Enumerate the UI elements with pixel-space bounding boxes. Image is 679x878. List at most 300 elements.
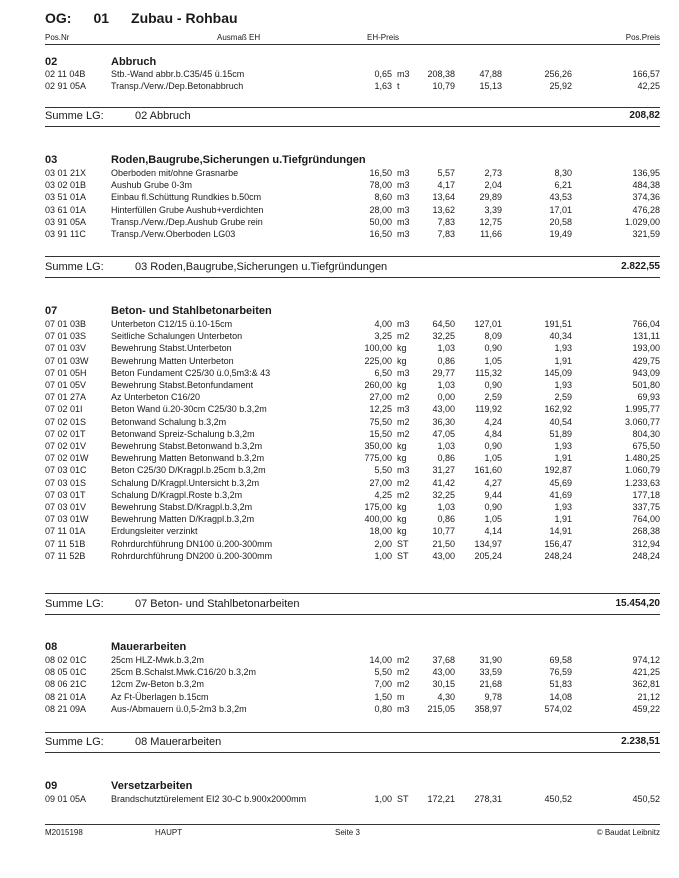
unit-price: 2,59 [554,392,572,403]
position-number: 07 03 01T [45,489,86,500]
position-number: 07 02 01S [45,416,87,427]
unit: kg [397,355,407,366]
table-row [45,403,660,415]
sum-label: Summe LG: [45,736,104,748]
quantity: 27,00 [369,477,392,488]
position-description: Unterbeton C12/15 ü.10-15cm [111,319,233,329]
price-component-2: 119,92 [475,404,502,415]
sum-title: 02 Abbruch [135,110,191,122]
unit-price: 45,69 [549,477,572,488]
position-total: 374,36 [632,192,660,203]
position-number: 03 01 21X [45,168,87,178]
position-total: 974,12 [632,655,660,665]
position-description: Az Ft-Überlagen b.15cm [111,691,209,702]
sum-divider-bottom [45,614,660,615]
table-row [45,342,660,354]
unit-price: 76,59 [549,667,572,678]
position-total: 450,52 [632,794,660,804]
price-component-1: 43,00 [432,404,455,415]
price-component-2: 4,24 [484,416,502,427]
position-number: 07 01 03S [45,331,87,342]
price-component-1: 29,77 [432,367,455,378]
position-total: 764,00 [632,514,660,525]
header-divider [45,44,660,45]
price-component-2: 2,73 [484,168,502,178]
unit: m3 [397,180,410,191]
position-total: 429,75 [632,355,660,366]
unit-price: 1,93 [554,441,572,451]
price-component-1: 1,03 [437,380,455,390]
unit: m2 [397,477,410,488]
quantity: 4,00 [374,319,392,329]
unit: m2 [397,331,410,342]
unit: t [397,81,400,92]
position-total: 21,12 [637,691,660,702]
sum-label: Summe LG: [45,261,104,273]
section-header [45,780,660,794]
position-total: 766,04 [632,319,660,329]
price-component-1: 208,38 [427,69,455,79]
table-row [45,167,660,179]
position-number: 07 11 01A [45,526,86,537]
position-description: Bewehrung Stabst.Betonfundament [111,380,254,390]
position-total: 675,50 [632,441,660,451]
section-number: 07 [45,305,58,317]
position-number: 08 05 01C [45,667,87,678]
unit-price: 6,21 [554,180,572,191]
quantity: 100,00 [364,343,392,354]
table-row [45,379,660,391]
price-component-2: 29,89 [479,192,502,203]
quantity: 28,00 [369,204,392,215]
quantity: 1,63 [374,81,392,92]
position-description: Rohrdurchführung DN200 ü.200-300mm [111,550,273,561]
quantity: 3,25 [374,331,392,342]
og-label: OG: [45,10,72,26]
quantity: 78,00 [369,180,392,191]
position-total: 804,30 [632,428,660,439]
unit-price: 51,83 [549,679,572,690]
table-row [45,191,660,203]
price-component-2: 11,66 [480,229,502,239]
price-component-2: 1,05 [484,453,502,464]
price-component-2: 3,39 [484,204,502,215]
price-component-1: 4,30 [437,691,455,702]
position-total: 3.060,77 [624,416,660,427]
unit-price: 574,02 [544,703,572,714]
quantity: 50,00 [369,216,392,227]
position-description: Einbau fl.Schüttung Rundkies b.50cm [111,192,262,203]
unit: m3 [397,192,410,203]
price-component-1: 1,03 [437,441,455,451]
unit-price: 40,54 [549,416,572,427]
position-total: 69,93 [637,392,660,403]
price-component-1: 7,83 [437,229,455,239]
position-number: 03 51 01A [45,192,87,203]
table-row [45,550,660,562]
position-description: Beton Wand ü.20-30cm C25/30 b.3,2m [111,404,267,415]
table-row [45,525,660,537]
price-component-2: 0,90 [484,502,502,512]
quantity: 1,50 [374,691,392,702]
quantity: 225,00 [364,355,392,366]
quantity: 8,60 [374,192,392,203]
table-row [45,204,660,216]
unit: kg [397,502,407,512]
unit-price: 1,93 [554,502,572,512]
price-component-1: 37,68 [432,655,455,665]
unit-price: 1,91 [554,453,572,464]
table-row [45,666,660,678]
position-number: 07 01 27A [45,392,87,403]
quantity: 400,00 [364,514,392,525]
position-total: 166,57 [632,69,660,79]
unit-price: 162,92 [544,404,572,415]
position-number: 03 91 11C [45,229,86,239]
quantity: 260,00 [364,380,392,390]
price-component-2: 134,97 [474,538,502,549]
position-description: Seitliche Schalungen Unterbeton [111,331,243,342]
sum-title: 07 Beton- und Stahlbetonarbeiten [135,598,300,610]
position-number: 07 02 01T [45,428,86,439]
unit-price: 1,91 [554,355,572,366]
table-row [45,464,660,476]
position-total: 1.029,00 [624,216,660,227]
table-row [45,452,660,464]
position-total: 177,18 [632,489,660,500]
quantity: 1,00 [374,550,392,561]
table-row [45,489,660,501]
position-total: 42,25 [637,81,660,92]
price-component-1: 41,42 [432,477,455,488]
price-component-2: 0,90 [484,343,502,354]
position-number: 07 01 03W [45,355,89,366]
position-total: 131,11 [633,331,660,342]
page-number: Seite 3 [335,828,360,837]
quantity: 14,00 [369,655,392,665]
unit: kg [397,380,407,390]
unit-price: 248,24 [544,550,572,561]
price-component-1: 31,27 [432,465,455,476]
position-description: Beton Fundament C25/30 ü.0,5m3:& 43 [111,367,271,378]
price-component-1: 1,03 [437,502,455,512]
unit-price: 19,49 [549,229,572,239]
table-row [45,428,660,440]
position-total: 337,75 [632,502,660,512]
unit: kg [397,453,407,464]
position-description: Transp./Verw./Dep.Aushub Grube rein [111,216,263,227]
footer-divider [45,824,660,825]
position-number: 07 11 52B [45,550,86,561]
quantity: 75,50 [369,416,392,427]
position-description: 25cm HLZ-Mwk.b.3,2m [111,655,205,665]
section-number: 08 [45,641,58,653]
table-row [45,330,660,342]
table-row [45,318,660,330]
position-number: 07 03 01V [45,502,87,512]
position-total: 1.995,77 [624,404,660,415]
unit: m3 [397,216,410,227]
price-component-2: 161,60 [474,465,502,476]
position-total: 484,38 [632,180,660,191]
quantity: 0,65 [374,69,392,79]
price-component-2: 1,05 [484,355,502,366]
column-headers [45,33,660,43]
unit: kg [397,526,407,537]
section-number: 09 [45,780,58,792]
quantity: 18,00 [369,526,392,537]
unit-price: 156,47 [544,538,572,549]
unit: m3 [397,168,410,178]
position-description: Transp./Verw.Oberboden LG03 [111,229,236,239]
price-component-2: 1,05 [484,514,502,525]
sum-title: 03 Roden,Baugrube,Sicherungen u.Tiefgründungen [135,261,388,273]
unit-price: 1,91 [554,514,572,525]
sum-label: Summe LG: [45,110,104,122]
price-component-2: 358,97 [474,703,502,714]
sum-divider-top [45,593,660,594]
price-component-2: 4,84 [484,428,502,439]
position-description: Bewehrung Matten D/Kragpl.b.3,2m [111,514,255,525]
position-number: 08 06 21C [45,679,87,690]
unit: m2 [397,428,410,439]
position-total: 1.060,79 [624,465,660,476]
unit: m3 [397,319,410,329]
position-number: 07 01 05V [45,380,87,390]
unit-price: 192,87 [544,465,572,476]
price-component-1: 64,50 [432,319,455,329]
quantity: 16,50 [369,229,392,239]
price-component-2: 4,27 [484,477,502,488]
price-component-1: 7,83 [437,216,455,227]
section-sum [45,261,660,275]
sum-divider-top [45,107,660,108]
sum-value: 15.454,20 [615,598,660,609]
price-component-1: 36,30 [432,416,455,427]
position-total: 248,24 [632,550,660,561]
price-component-2: 12,75 [479,216,502,227]
price-component-2: 0,90 [484,441,502,451]
position-description: 25cm B.Schalst.Mwk.C16/20 b.3,2m [111,667,257,678]
unit: m3 [397,703,410,714]
price-component-1: 0,86 [437,453,455,464]
price-component-2: 205,24 [474,550,502,561]
section-title: Abbruch [111,56,157,68]
col-ausmass: Ausmaß EH [217,33,261,42]
unit: m [397,691,405,702]
sum-label: Summe LG: [45,598,104,610]
unit-price: 8,30 [554,168,572,178]
position-description: Betonwand Spreiz-Schalung b.3,2m [111,428,255,439]
position-description: Schalung D/Kragpl.Untersicht b.3,2m [111,477,260,488]
table-row [45,654,660,666]
table-row [45,513,660,525]
position-description: Bewehrung Stabst.Unterbeton [111,343,232,354]
quantity: 6,50 [374,367,392,378]
unit: ST [397,550,409,561]
position-number: 07 03 01W [45,514,89,525]
quantity: 4,25 [374,489,392,500]
position-number: 07 03 01S [45,477,87,488]
position-description: Beton C25/30 D/Kragpl.b.25cm b.3,2m [111,465,266,476]
sum-value: 2.238,51 [621,736,660,747]
price-component-2: 2,04 [484,180,502,191]
table-row [45,678,660,690]
table-row [45,501,660,513]
table-row [45,703,660,715]
unit: m2 [397,667,410,678]
price-component-2: 31,90 [479,655,502,665]
position-number: 09 01 05A [45,794,87,804]
price-component-2: 115,32 [475,367,502,378]
unit-price: 145,09 [544,367,572,378]
unit: kg [397,514,407,525]
section-number: 03 [45,154,58,166]
position-number: 07 02 01I [45,404,83,415]
position-total: 268,38 [632,526,660,537]
price-component-1: 172,21 [427,794,455,804]
unit: m3 [397,404,410,415]
section-title: Beton- und Stahlbetonarbeiten [111,305,272,317]
price-component-1: 32,25 [432,331,455,342]
price-component-1: 0,86 [437,514,455,525]
price-component-1: 21,50 [432,538,455,549]
quantity: 350,00 [364,441,392,451]
sum-divider-bottom [45,277,660,278]
position-description: Transp./Verw./Dep.Betonabbruch [111,81,244,92]
col-posnr: Pos.Nr [45,33,70,42]
unit-price: 1,93 [554,343,572,354]
position-description: Aushub Grube 0-3m [111,180,193,191]
price-component-2: 4,14 [484,526,502,537]
table-row [45,216,660,228]
position-number: 08 02 01C [45,655,87,665]
position-description: Bewehrung Stabst.D/Kragpl.b.3,2m [111,502,253,512]
price-component-2: 33,59 [479,667,502,678]
unit-price: 40,34 [549,331,572,342]
position-total: 362,81 [632,679,660,690]
position-description: Bewehrung Matten Betonwand b.3,2m [111,453,265,464]
unit: kg [397,441,407,451]
position-number: 07 02 01V [45,441,87,451]
sum-divider-bottom [45,752,660,753]
position-description: Stb.-Wand abbr.b.C35/45 ü.15cm [111,69,245,79]
position-number: 07 01 05H [45,367,87,378]
position-total: 1.480,25 [624,453,660,464]
position-description: Betonwand Schalung b.3,2m [111,416,227,427]
copyright: © Baudat Leibnitz [596,828,660,837]
price-component-2: 127,01 [474,319,502,329]
position-total: 136,95 [632,168,660,178]
page-title [45,10,238,26]
price-component-1: 43,00 [432,550,455,561]
section-title: Roden,Baugrube,Sicherungen u.Tiefgründungen [111,154,366,166]
table-row [45,416,660,428]
section-sum [45,110,660,124]
price-component-2: 15,13 [479,81,502,92]
sum-divider-top [45,256,660,257]
quantity: 15,50 [369,428,392,439]
price-component-2: 0,90 [484,380,502,390]
position-number: 02 91 05A [45,81,87,92]
price-component-1: 4,17 [437,180,455,191]
price-component-1: 10,77 [432,526,455,537]
unit-price: 43,53 [549,192,572,203]
position-number: 08 21 09A [45,703,87,714]
position-number: 08 21 01A [45,691,87,702]
price-component-1: 47,05 [432,428,455,439]
unit-price: 1,93 [554,380,572,390]
unit-price: 14,91 [549,526,572,537]
unit: m2 [397,489,410,500]
quantity: 16,50 [369,168,392,178]
unit-price: 69,58 [549,655,572,665]
position-number: 07 03 01C [45,465,87,476]
unit: ST [397,538,409,549]
table-row [45,691,660,703]
section-header [45,305,660,319]
unit: m3 [397,367,410,378]
position-description: Az Unterbeton C16/20 [111,392,201,403]
price-component-1: 0,00 [437,392,455,403]
position-description: Bewehrung Matten Unterbeton [111,355,234,366]
sum-divider-top [45,732,660,733]
position-description: Rohrdurchführung DN100 ü.200-300mm [111,538,273,549]
unit: ST [397,794,409,804]
doc-part: HAUPT [155,828,183,837]
quantity: 27,00 [369,392,392,403]
sum-title: 08 Mauerarbeiten [135,736,222,748]
price-component-2: 2,59 [484,392,502,403]
section-header [45,154,660,168]
section-title: Mauerarbeiten [111,641,187,653]
position-description: Schalung D/Kragpl.Roste b.3,2m [111,489,243,500]
position-description: 12cm Zw-Beton b.3,2m [111,679,205,690]
sum-value: 208,82 [629,110,660,121]
position-number: 03 61 01A [45,204,87,215]
table-row [45,228,660,240]
section-title: Versetzarbeiten [111,780,193,792]
table-row [45,477,660,489]
unit-price: 51,89 [549,428,572,439]
section-sum [45,598,660,612]
price-component-1: 215,05 [427,703,455,714]
position-description: Aus-/Abmauern ü.0,5-2m3 b.3,2m [111,703,247,714]
unit-price: 17,01 [549,204,572,215]
quantity: 7,00 [374,679,392,690]
price-component-2: 9,78 [484,691,502,702]
position-total: 321,59 [632,229,660,239]
position-description: Erdungsleiter verzinkt [111,526,198,537]
unit-price: 14,08 [549,691,572,702]
price-component-1: 5,57 [437,168,455,178]
quantity: 775,00 [364,453,392,464]
section-number: 02 [45,56,58,68]
position-description: Brandschutztürelement EI2 30-C b.900x2000mm [111,794,307,804]
price-component-1: 1,03 [437,343,455,354]
unit: kg [397,343,407,354]
position-total: 421,25 [632,667,660,678]
unit-price: 25,92 [549,81,572,92]
position-number: 07 01 03B [45,319,87,329]
price-component-1: 10,79 [432,81,455,92]
unit-price: 256,26 [544,69,572,79]
position-number: 03 91 05A [45,216,87,227]
price-component-2: 9,44 [484,489,502,500]
unit: m3 [397,69,410,79]
quantity: 1,00 [374,794,392,804]
table-row [45,538,660,550]
